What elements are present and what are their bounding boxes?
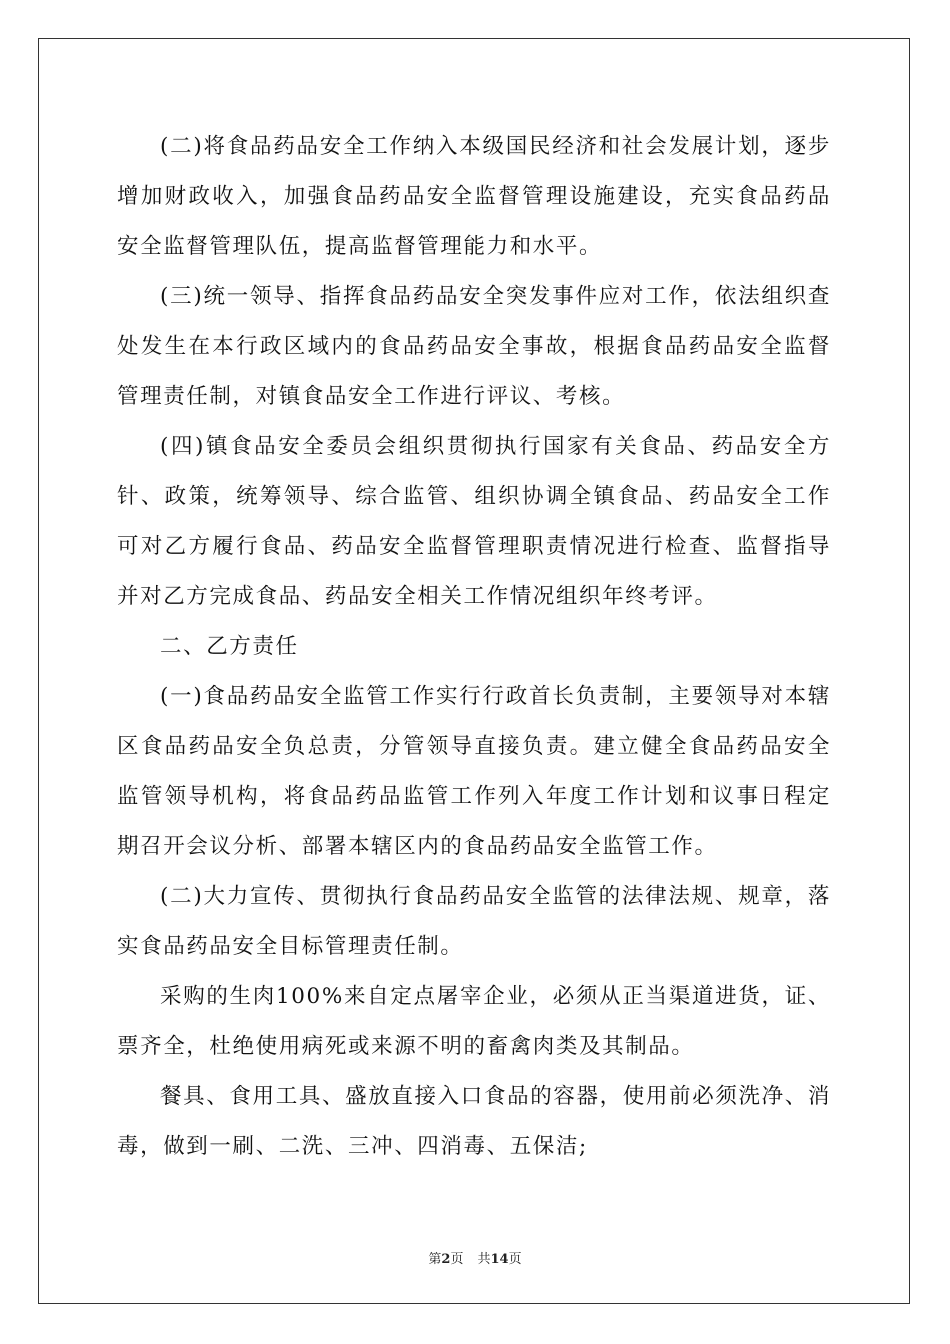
paragraph: (一)食品药品安全监管工作实行行政首长负责制，主要领导对本辖区食品药品安全负总责，分管领导直接负责。建立健全食品药品安全监管领导机构，将食品药品监管工作列入年度工作计划和议事日程定期召开会议分析、部署本辖区内的食品药品安全监管工作。 (117, 684, 831, 859)
section-heading: 二、乙方责任 (160, 634, 299, 659)
paragraph: (三)统一领导、指挥食品药品安全突发事件应对工作，依法组织查处发生在本行政区域内的食品药品安全事故，根据食品药品安全监督管理责任制，对镇食品安全工作进行评议、考核。 (117, 284, 831, 409)
paragraph: (二)大力宣传、贯彻执行食品药品安全监管的法律法规、规章，落实食品药品安全目标管理责任制。 (117, 884, 831, 959)
paragraph: (四)镇食品安全委员会组织贯彻执行国家有关食品、药品安全方针、政策，统筹领导、综合监管、组织协调全镇食品、药品安全工作可对乙方履行食品、药品安全监督管理职责情况进行检查、监督指导并对乙方完成食品、药品安全相关工作情况组织年终考评。 (117, 434, 831, 609)
total-suffix: 页 (508, 1252, 522, 1267)
page-footer (0, 1248, 950, 1267)
current-page-number: 2 (441, 1252, 451, 1267)
document-body (117, 122, 831, 1172)
page-suffix: 页 (450, 1252, 464, 1267)
paragraph: (二)将食品药品安全工作纳入本级国民经济和社会发展计划，逐步增加财政收入，加强食品药品安全监督管理设施建设，充实食品药品安全监督管理队伍，提高监督管理能力和水平。 (117, 134, 831, 259)
paragraph: 餐具、食用工具、盛放直接入口食品的容器，使用前必须洗净、消毒，做到一刷、二洗、三冲、四消毒、五保洁; (117, 1084, 831, 1159)
paragraph: 采购的生肉100%来自定点屠宰企业，必须从正当渠道进货，证、票齐全，杜绝使用病死或来源不明的畜禽肉类及其制品。 (117, 984, 831, 1059)
total-prefix: 共 (477, 1252, 491, 1267)
total-page-count: 14 (490, 1252, 509, 1267)
page-prefix: 第 (428, 1252, 442, 1267)
